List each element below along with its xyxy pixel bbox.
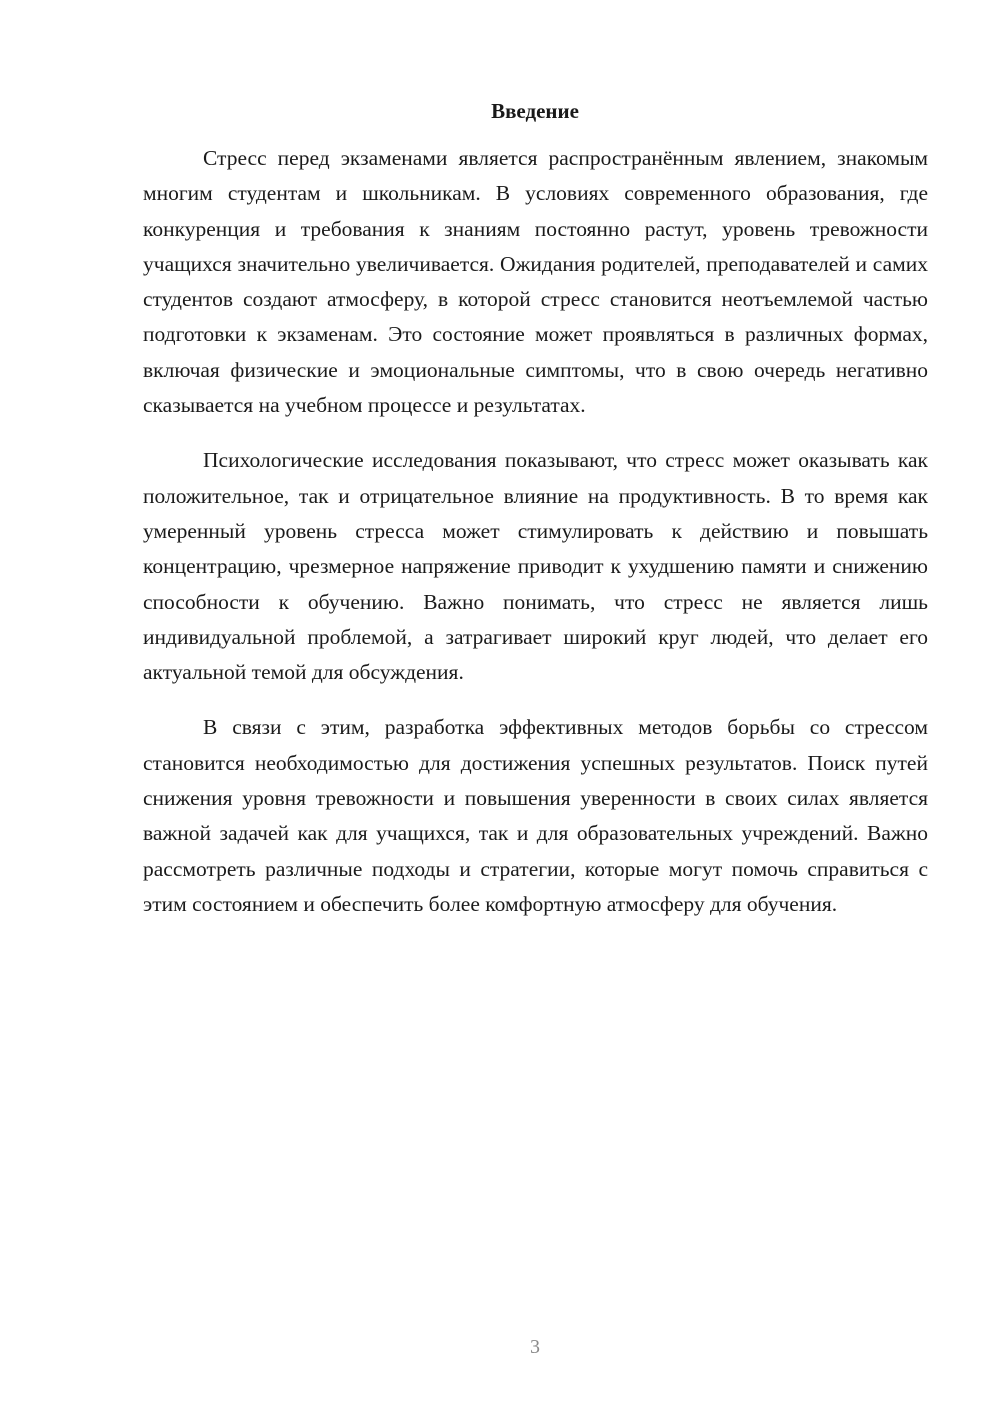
- page-number: 3: [530, 1336, 540, 1358]
- paragraph-3: В связи с этим, разработка эффективных методов борьбы со стрессом становится необходимостью для достижения успешных результатов. Поиск путей снижения уровня тревожности и повышения уверенности в своих силах является важной задачей как для учащихся, так и для образовательных учреждений. Важно рассмотреть различные подходы и стратегии, которые могут помочь справиться с этим состоянием и обеспечить более комфортную атмосферу для обучения.: [143, 715, 928, 916]
- body-text: [143, 141, 928, 942]
- section-heading: Введение: [491, 99, 579, 123]
- paragraph-1: Стресс перед экзаменами является распространённым явлением, знакомым многим студентам и школьникам. В условиях современного образования, где конкуренция и требования к знаниям постоянно растут, уровень тревожности учащихся значительно увеличивается. Ожидания родителей, преподавателей и самих студентов создают атмосферу, в которой стресс становится неотъемлемой частью подготовки к экзаменам. Это состояние может проявляться в различных формах, включая физические и эмоциональные симптомы, что в свою очередь негативно сказывается на учебном процессе и результатах.: [143, 146, 928, 418]
- paragraph-2: Психологические исследования показывают, что стресс может оказывать как положительное, так и отрицательное влияние на продуктивность. В то время как умеренный уровень стресса может стимулировать к действию и повышать концентрацию, чрезмерное напряжение приводит к ухудшению памяти и снижению способности к обучению. Важно понимать, что стресс не является лишь индивидуальной проблемой, а затрагивает широкий круг людей, что делает его актуальной темой для обсуждения.: [143, 448, 928, 685]
